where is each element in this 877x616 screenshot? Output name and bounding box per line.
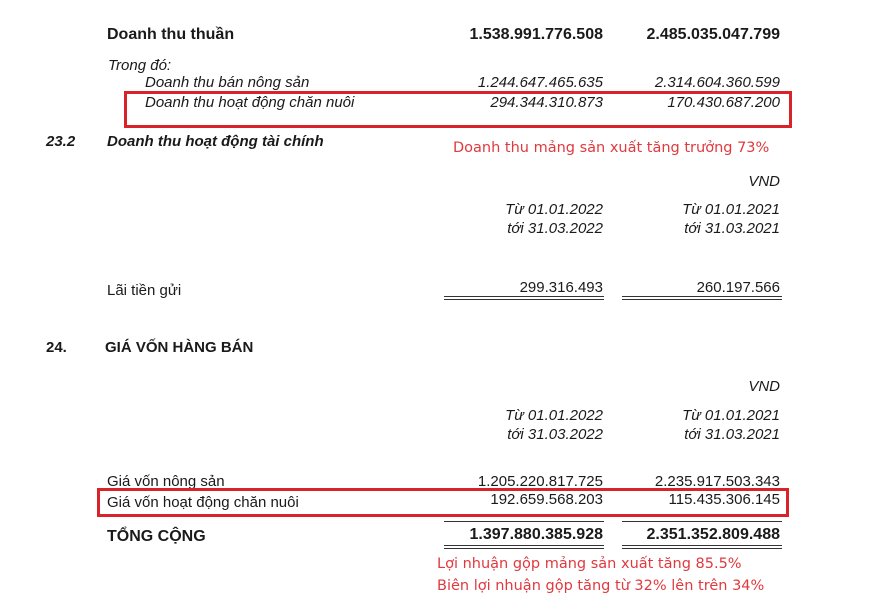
- currency-label-23-2: VND: [748, 173, 780, 190]
- period-2022-end-24: tới 31.03.2022: [507, 426, 603, 443]
- section-23-2-title: Doanh thu hoạt động tài chính: [107, 133, 324, 150]
- section-24-number: 24.: [46, 339, 67, 356]
- net-revenue-2022: 1.538.991.776.508: [469, 26, 603, 43]
- net-revenue-2021: 2.485.035.047.799: [646, 26, 780, 43]
- agri-cost-2021: 2.235.917.503.343: [654, 473, 780, 490]
- livestock-cost-2022: 192.659.568.203: [490, 491, 603, 508]
- deposit-interest-2022: 299.316.493: [519, 279, 603, 296]
- double-rule-2022-top: [444, 296, 604, 297]
- deposit-interest-2021: 260.197.566: [696, 279, 780, 296]
- agri-revenue-2021: 2.314.604.360.599: [654, 74, 780, 91]
- double-rule-2021-bottom: [622, 299, 782, 300]
- period-2022-start-24: Từ 01.01.2022: [505, 407, 603, 424]
- section-23-2-number: 23.2: [46, 133, 76, 150]
- gross-margin-note: Biên lợi nhuận gộp tăng từ 32% lên trên 34%: [437, 578, 765, 594]
- period-2022-end-23-2: tới 31.03.2022: [507, 220, 603, 237]
- livestock-revenue-highlight-box: [124, 91, 792, 128]
- revenue-growth-annotation: Doanh thu mảng sản xuất tăng trưởng 73%: [453, 140, 770, 156]
- total-2021: 2.351.352.809.488: [646, 526, 780, 543]
- agri-cost-2022: 1.205.220.817.725: [477, 473, 603, 490]
- period-2022-start-23-2: Từ 01.01.2022: [505, 201, 603, 218]
- total-double-rule-2021-top: [622, 545, 782, 546]
- agri-revenue-2022: 1.244.647.465.635: [477, 74, 603, 91]
- currency-label-24: VND: [748, 378, 780, 395]
- total-2022: 1.397.880.385.928: [469, 526, 603, 543]
- period-2021-end-24: tới 31.03.2021: [684, 426, 780, 443]
- of-which-label: Trong đó:: [108, 57, 172, 74]
- net-revenue-label: Doanh thu thuần: [107, 26, 235, 43]
- livestock-revenue-2021: 170.430.687.200: [667, 94, 780, 111]
- total-double-rule-2021-bottom: [622, 548, 782, 549]
- agri-cost-label: Giá vốn nông sản: [107, 473, 225, 490]
- deposit-interest-label: Lãi tiền gửi: [107, 282, 182, 299]
- livestock-revenue-label: Doanh thu hoạt động chăn nuôi: [145, 94, 355, 111]
- total-double-rule-2022-top: [444, 545, 604, 546]
- subtotal-rule-2021: [622, 521, 782, 522]
- period-2021-start-23-2: Từ 01.01.2021: [682, 201, 780, 218]
- double-rule-2021-top: [622, 296, 782, 297]
- period-2021-end-23-2: tới 31.03.2021: [684, 220, 780, 237]
- livestock-cost-label: Giá vốn hoạt động chăn nuôi: [107, 494, 299, 511]
- period-2021-start-24: Từ 01.01.2021: [682, 407, 780, 424]
- livestock-cost-2021: 115.435.306.145: [668, 491, 780, 508]
- total-label: TỔNG CỘNG: [107, 528, 206, 545]
- double-rule-2022-bottom: [444, 299, 604, 300]
- total-double-rule-2022-bottom: [444, 548, 604, 549]
- agri-revenue-label: Doanh thu bán nông sản: [145, 74, 310, 91]
- section-24-title: GIÁ VỐN HÀNG BÁN: [105, 339, 254, 356]
- subtotal-rule-2022: [444, 521, 604, 522]
- livestock-revenue-2022: 294.344.310.873: [490, 94, 603, 111]
- gross-profit-note: Lợi nhuận gộp mảng sản xuất tăng 85.5%: [437, 556, 742, 572]
- livestock-cost-highlight-box: [97, 488, 789, 517]
